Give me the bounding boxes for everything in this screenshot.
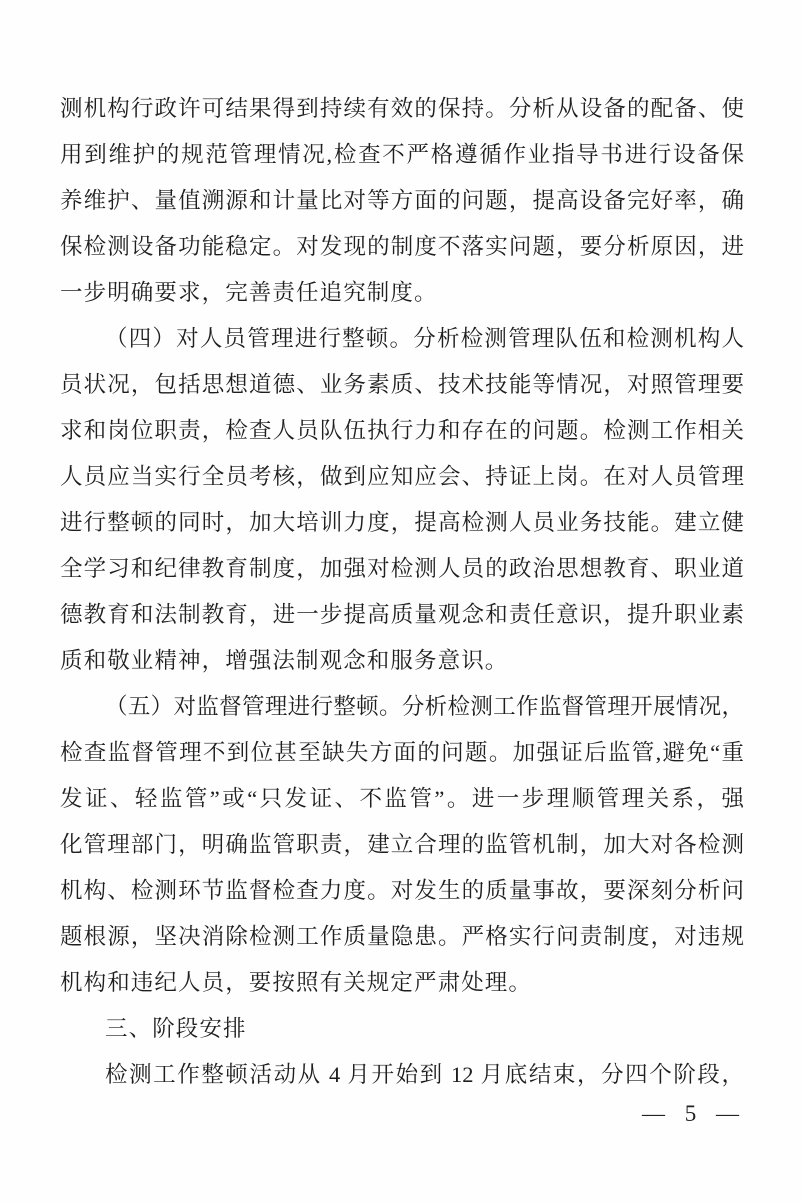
text-line: 求和岗位职责，检查人员队伍执行力和存在的问题。检测工作相关 [60, 418, 744, 443]
text-line: （四）对人员管理进行整顿。分析检测管理队伍和检测机构人 [105, 326, 744, 351]
text-line: 人员应当实行全员考核，做到应知应会、持证上岗。在对人员管理 [60, 464, 744, 489]
page-number: — 5 — [642, 1101, 742, 1126]
text-line: 进行整顿的同时，加大培训力度，提高检测人员业务技能。建立健 [60, 510, 744, 535]
text-line: 机构、检测环节监督检查力度。对发生的质量事故，要深刻分析问 [60, 878, 744, 903]
text-line: （五）对监督管理进行整顿。分析检测工作监督管理开展情况， [105, 694, 744, 719]
text-line: 一步明确要求，完善责任追究制度。 [60, 280, 438, 305]
text-line: 养维护、量值溯源和计量比对等方面的问题，提高设备完好率，确 [60, 188, 744, 213]
text-line: 题根源，坚决消除检测工作质量隐患。严格实行问责制度，对违规 [60, 924, 744, 949]
text-line: 用到维护的规范管理情况,检查不严格遵循作业指导书进行设备保 [60, 142, 744, 167]
text-line: 机构和违纪人员，要按照有关规定严肃处理。 [60, 970, 533, 995]
section-heading: 三、阶段安排 [105, 1016, 247, 1041]
text-line: 发证、轻监管”或“只发证、不监管”。进一步理顺管理关系，强 [60, 786, 744, 811]
text-line: 德教育和法制教育，进一步提高质量观念和责任意识，提升职业素 [60, 602, 744, 627]
text-line: 检测工作整顿活动从 4 月开始到 12 月底结束，分四个阶段， [105, 1062, 744, 1087]
text-line: 保检测设备功能稳定。对发现的制度不落实问题，要分析原因，进 [60, 234, 744, 259]
text-line: 化管理部门，明确监管职责，建立合理的监管机制，加大对各检测 [60, 832, 744, 857]
text-line: 检查监督管理不到位甚至缺失方面的问题。加强证后监管,避免“重 [60, 740, 744, 765]
document-body [60, 86, 744, 1098]
text-line: 全学习和纪律教育制度，加强对检测人员的政治思想教育、职业道 [60, 556, 744, 581]
text-line: 质和敬业精神，增强法制观念和服务意识。 [60, 648, 509, 673]
text-line: 员状况，包括思想道德、业务素质、技术技能等情况，对照管理要 [60, 372, 744, 397]
text-line: 测机构行政许可结果得到持续有效的保持。分析从设备的配备、使 [60, 96, 744, 121]
